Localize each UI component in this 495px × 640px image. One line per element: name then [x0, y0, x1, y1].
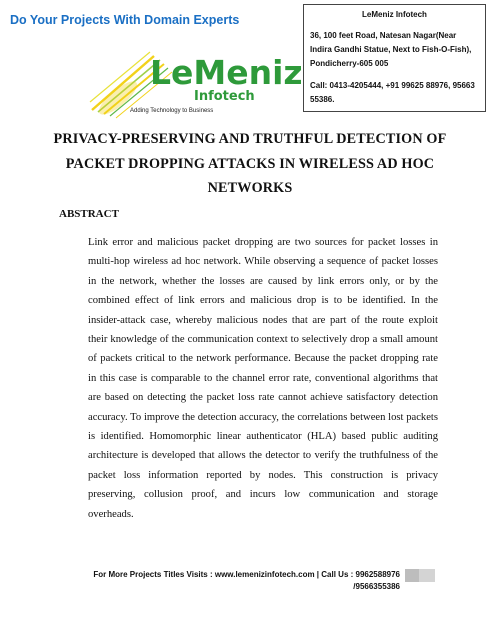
footer [70, 569, 400, 593]
abstract-text: Link error and malicious packet dropping are two sources for packet losses in multi-hop wireless ad hoc network. While observing a sequence of packet losses in the network, whether the losses are caused by link errors only, or by the combined effect of link errors and malicious drop is to be identified. In the insider-attack case, whereby malicious nodes that are part of the route exploit their knowledge of the communication context to selectively drop a small amount of packets critical to the network performance. Because the packet dropping rate in this case is comparable to the channel error rate, conventional algorithms that are based on detecting the packet loss rate cannot achieve satisfactory detection accuracy. To improve the detection accuracy, the correlations between lost packets is identified. Homomorphic linear authenticator (HLA) based public auditing architecture is developed that allows the detector to verify the truthfulness of the packet loss information reported by nodes. This construction is privacy preserving, collusion proof, and incurs low communication and storage overheads. [88, 237, 438, 520]
company-address: 36, 100 feet Road, Natesan Nagar(Near Indira Gandhi Statue, Next to Fish-O-Fish), Pondicherry-605 005 [310, 31, 472, 68]
footer-decoration [405, 569, 435, 582]
paper-title: PRIVACY-PRESERVING AND TRUTHFUL DETECTION OF PACKET DROPPING ATTACKS IN WIRELESS AD HOC NETWORKS [53, 131, 447, 196]
header-tagline: Do Your Projects With Domain Experts [10, 13, 240, 27]
logo-sub: Infotech [194, 89, 255, 104]
company-phone: Call: 0413-4205444, +91 99625 88976, 95663 55386. [310, 81, 475, 104]
contact-box [303, 4, 486, 112]
abstract-heading: ABSTRACT [59, 208, 119, 220]
footer-line-1: For More Projects Titles Visits : www.lemenizinfotech.com | Call Us : 9962588976 [93, 570, 400, 579]
logo-tagline: Adding Technology to Business [130, 108, 214, 114]
footer-line-2: /9566355386 [353, 582, 400, 591]
company-name: LeMeniz Infotech [362, 10, 427, 19]
logo-name: LeMeniz [150, 53, 303, 92]
